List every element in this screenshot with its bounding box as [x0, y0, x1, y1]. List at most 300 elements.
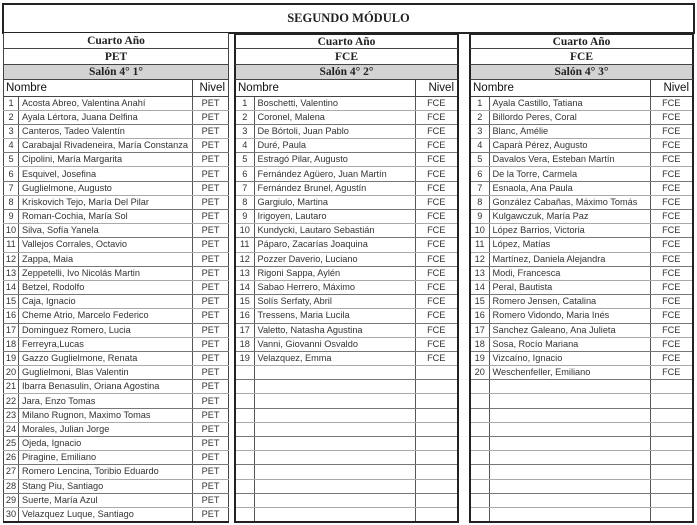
row-number [470, 451, 489, 465]
student-level: FCE [415, 139, 458, 153]
student-level [650, 465, 693, 479]
student-name: Coronel, Malena [254, 110, 415, 124]
row-number [470, 479, 489, 493]
student-row [235, 167, 458, 181]
row-number: 5 [4, 153, 19, 167]
student-name: Carabajal Rivadeneira, María Constanza [19, 139, 193, 153]
student-level: FCE [650, 309, 693, 323]
student-level [415, 451, 458, 465]
student-name [489, 422, 650, 436]
student-name: Velazquez Luque, Santiago [19, 507, 193, 522]
student-level: PET [193, 479, 229, 493]
student-level: FCE [650, 96, 693, 110]
student-name: Tressens, Maria Lucila [254, 309, 415, 323]
student-name: Boschetti, Valentino [254, 96, 415, 110]
student-row [235, 210, 458, 224]
student-row [4, 309, 229, 323]
student-level: FCE [415, 323, 458, 337]
student-level: PET [193, 181, 229, 195]
empty-row [470, 451, 693, 465]
row-number: 15 [4, 295, 19, 309]
student-name [254, 380, 415, 394]
student-name: Suerte, María Azul [19, 493, 193, 507]
student-name: Zappa, Maia [19, 252, 193, 266]
empty-row [470, 394, 693, 408]
student-name [254, 493, 415, 507]
student-level [650, 451, 693, 465]
student-row [470, 153, 693, 167]
student-level [650, 380, 693, 394]
student-row [470, 266, 693, 280]
row-number: 2 [4, 110, 19, 124]
student-row [235, 96, 458, 110]
student-level: FCE [650, 266, 693, 280]
student-name: Estragó Pilar, Augusto [254, 153, 415, 167]
student-name: Cipolini, María Margarita [19, 153, 193, 167]
student-level: FCE [415, 266, 458, 280]
student-level [650, 437, 693, 451]
row-number [235, 394, 254, 408]
student-name: Velazquez, Emma [254, 351, 415, 365]
student-name [489, 479, 650, 493]
row-number: 10 [4, 224, 19, 238]
student-name: Morales, Julian Jorge [19, 422, 193, 436]
student-row [235, 351, 458, 365]
row-number [470, 380, 489, 394]
student-level: FCE [415, 252, 458, 266]
row-number: 19 [4, 351, 19, 365]
empty-row [470, 437, 693, 451]
student-name: López Barrios, Victoria [489, 224, 650, 238]
row-number [470, 465, 489, 479]
student-level: FCE [415, 224, 458, 238]
row-number: 25 [4, 437, 19, 451]
group-exam: PET [3, 49, 229, 65]
student-level: PET [193, 224, 229, 238]
student-name: Guglielmone, Augusto [19, 181, 193, 195]
student-level [415, 408, 458, 422]
student-row [235, 224, 458, 238]
row-number: 8 [235, 195, 254, 209]
row-number: 9 [470, 210, 489, 224]
student-level: PET [193, 309, 229, 323]
row-number: 18 [235, 337, 254, 351]
student-name: Roman-Cochia, María Sol [19, 210, 193, 224]
student-name: De Bórtoli, Juan Pablo [254, 124, 415, 138]
student-row [470, 309, 693, 323]
student-level: FCE [650, 224, 693, 238]
row-number [235, 465, 254, 479]
student-name: Romero Jensen, Catalina [489, 295, 650, 309]
student-row [470, 210, 693, 224]
empty-row [470, 493, 693, 507]
student-row [4, 437, 229, 451]
student-row [470, 366, 693, 380]
row-number: 23 [4, 408, 19, 422]
student-row [4, 366, 229, 380]
student-row [470, 238, 693, 252]
student-row [470, 280, 693, 294]
student-level [415, 479, 458, 493]
student-name: Canteros, Tadeo Valentín [19, 124, 193, 138]
student-name: Vallejos Corrales, Octavio [19, 238, 193, 252]
student-level: FCE [650, 238, 693, 252]
row-number: 26 [4, 451, 19, 465]
student-level: FCE [415, 280, 458, 294]
row-number: 11 [4, 238, 19, 252]
student-row [4, 153, 229, 167]
row-number [235, 380, 254, 394]
row-number: 22 [4, 394, 19, 408]
student-level [415, 493, 458, 507]
student-name [489, 507, 650, 521]
row-number: 4 [235, 139, 254, 153]
student-level: FCE [650, 139, 693, 153]
student-row [4, 380, 229, 394]
student-name [489, 437, 650, 451]
row-number: 3 [470, 124, 489, 138]
row-number: 14 [4, 280, 19, 294]
row-number: 8 [470, 195, 489, 209]
student-name: Irigoyen, Lautaro [254, 210, 415, 224]
student-row [235, 195, 458, 209]
student-row [235, 153, 458, 167]
empty-row [235, 479, 458, 493]
student-row [470, 337, 693, 351]
student-name: Milano Rugnon, Maximo Tomas [19, 408, 193, 422]
student-level: FCE [650, 252, 693, 266]
student-table [469, 80, 694, 523]
row-number: 14 [470, 280, 489, 294]
student-level: FCE [415, 351, 458, 365]
row-number: 8 [4, 195, 19, 209]
student-name: Kriskovich Tejo, María Del Pilar [19, 195, 193, 209]
student-name [254, 451, 415, 465]
student-name [489, 394, 650, 408]
student-name: Duré, Paula [254, 139, 415, 153]
empty-row [235, 437, 458, 451]
row-number: 17 [4, 323, 19, 337]
row-number: 6 [235, 167, 254, 181]
student-level [650, 493, 693, 507]
student-name: Dominguez Romero, Lucia [19, 323, 193, 337]
row-number [235, 493, 254, 507]
row-number: 7 [235, 181, 254, 195]
row-number: 16 [470, 309, 489, 323]
student-level: PET [193, 465, 229, 479]
student-level: PET [193, 380, 229, 394]
student-name: Ojeda, Ignacio [19, 437, 193, 451]
student-level: PET [193, 337, 229, 351]
group-table-3 [469, 33, 694, 523]
student-level: PET [193, 167, 229, 181]
empty-row [235, 380, 458, 394]
student-level: FCE [415, 181, 458, 195]
student-name: Sosa, Rocío Mariana [489, 337, 650, 351]
student-name: Guglielmoni, Blas Valentin [19, 366, 193, 380]
student-level [415, 422, 458, 436]
row-number: 7 [470, 181, 489, 195]
row-number: 15 [470, 295, 489, 309]
student-level: FCE [650, 181, 693, 195]
student-level [415, 380, 458, 394]
group-year: Cuarto Año [3, 33, 229, 49]
student-level: PET [193, 507, 229, 522]
student-level: FCE [650, 323, 693, 337]
student-row [235, 309, 458, 323]
row-number: 19 [470, 351, 489, 365]
group-table-2 [234, 33, 459, 523]
empty-row [235, 394, 458, 408]
student-name: Romero Vidondo, Maria Inés [489, 309, 650, 323]
row-number: 11 [235, 238, 254, 252]
student-level: PET [193, 437, 229, 451]
student-row [4, 394, 229, 408]
empty-row [470, 465, 693, 479]
student-row [4, 139, 229, 153]
group-exam: FCE [234, 49, 459, 65]
empty-row [470, 507, 693, 521]
student-row [235, 252, 458, 266]
student-name: Zeppetelli, Ivo Nicolás Martin [19, 266, 193, 280]
student-level: FCE [650, 351, 693, 365]
student-level [650, 422, 693, 436]
student-name [489, 408, 650, 422]
student-name: Ayala Lértora, Juana Delfina [19, 110, 193, 124]
student-name: Gazzo Guglielmone, Renata [19, 351, 193, 365]
student-level: FCE [650, 210, 693, 224]
row-number: 7 [4, 181, 19, 195]
student-name: Cheme Atrio, Marcelo Federico [19, 309, 193, 323]
empty-row [470, 479, 693, 493]
student-row [4, 465, 229, 479]
student-name [254, 507, 415, 521]
group-room: Salón 4° 3° [469, 65, 694, 80]
student-name: Sanchez Galeano, Ana Julieta [489, 323, 650, 337]
student-row [4, 110, 229, 124]
student-name [489, 493, 650, 507]
student-name: Caparà Pérez, Augusto [489, 139, 650, 153]
row-number: 9 [4, 210, 19, 224]
row-number: 9 [235, 210, 254, 224]
student-level: PET [193, 252, 229, 266]
student-level: FCE [650, 153, 693, 167]
row-number: 18 [4, 337, 19, 351]
column-header-level: Nivel [650, 80, 693, 96]
row-number [235, 408, 254, 422]
student-table [234, 80, 459, 523]
student-level: PET [193, 323, 229, 337]
student-name: Martínez, Daniela Alejandra [489, 252, 650, 266]
student-name [254, 366, 415, 380]
student-level: FCE [415, 96, 458, 110]
student-row [4, 266, 229, 280]
row-number [470, 422, 489, 436]
student-name: López, Matías [489, 238, 650, 252]
row-number: 17 [470, 323, 489, 337]
student-row [470, 124, 693, 138]
student-level: FCE [415, 167, 458, 181]
student-row [4, 295, 229, 309]
row-number: 1 [235, 96, 254, 110]
student-level: PET [193, 195, 229, 209]
student-row [4, 507, 229, 522]
row-number: 10 [235, 224, 254, 238]
student-name: Jara, Enzo Tomas [19, 394, 193, 408]
student-row [235, 139, 458, 153]
student-name: Vanni, Giovanni Osvaldo [254, 337, 415, 351]
row-number: 13 [470, 266, 489, 280]
student-name: Stang Piu, Santiago [19, 479, 193, 493]
student-row [235, 181, 458, 195]
student-name [254, 394, 415, 408]
student-level: FCE [650, 366, 693, 380]
row-number [235, 422, 254, 436]
empty-row [235, 451, 458, 465]
student-level: FCE [415, 309, 458, 323]
student-level: FCE [415, 110, 458, 124]
column-header-level: Nivel [193, 80, 229, 96]
column-header-name: Nombre [4, 80, 193, 96]
student-level: PET [193, 408, 229, 422]
row-number: 4 [470, 139, 489, 153]
student-level: PET [193, 238, 229, 252]
row-number: 2 [235, 110, 254, 124]
row-number: 18 [470, 337, 489, 351]
student-row [235, 124, 458, 138]
row-number: 10 [470, 224, 489, 238]
student-name: Ferreyra,Lucas [19, 337, 193, 351]
row-number: 6 [470, 167, 489, 181]
student-name: Peral, Bautista [489, 280, 650, 294]
student-level [415, 465, 458, 479]
row-number: 29 [4, 493, 19, 507]
student-row [4, 451, 229, 465]
student-name: Esnaola, Ana Paula [489, 181, 650, 195]
student-name: Piragine, Emiliano [19, 451, 193, 465]
column-header-name: Nombre [235, 80, 415, 96]
student-row [235, 280, 458, 294]
student-level [415, 394, 458, 408]
student-row [470, 181, 693, 195]
row-number: 12 [4, 252, 19, 266]
student-name: De la Torre, Carmela [489, 167, 650, 181]
student-name: Sabao Herrero, Máximo [254, 280, 415, 294]
student-level: PET [193, 124, 229, 138]
student-name: Gargiulo, Martina [254, 195, 415, 209]
student-level: PET [193, 351, 229, 365]
student-name: Caja, Ignacio [19, 295, 193, 309]
student-row [4, 280, 229, 294]
student-name: Esquivel, Josefina [19, 167, 193, 181]
row-number: 20 [470, 366, 489, 380]
student-row [470, 351, 693, 365]
row-number [470, 437, 489, 451]
row-number: 12 [235, 252, 254, 266]
column-header-level: Nivel [415, 80, 458, 96]
student-row [470, 252, 693, 266]
student-name: Silva, Sofía Yanela [19, 224, 193, 238]
empty-row [235, 465, 458, 479]
row-number: 5 [470, 153, 489, 167]
row-number: 12 [470, 252, 489, 266]
student-row [4, 408, 229, 422]
student-row [470, 295, 693, 309]
student-row [470, 224, 693, 238]
student-row [470, 110, 693, 124]
empty-row [470, 380, 693, 394]
student-level: PET [193, 394, 229, 408]
row-number: 1 [470, 96, 489, 110]
student-level [415, 366, 458, 380]
empty-row [470, 422, 693, 436]
student-level: PET [193, 96, 229, 110]
student-row [4, 210, 229, 224]
student-row [235, 238, 458, 252]
student-row [4, 337, 229, 351]
row-number: 16 [4, 309, 19, 323]
student-level: PET [193, 295, 229, 309]
student-row [470, 167, 693, 181]
student-row [4, 351, 229, 365]
student-row [235, 337, 458, 351]
row-number: 3 [4, 124, 19, 138]
student-row [4, 224, 229, 238]
student-level: PET [193, 266, 229, 280]
student-row [470, 139, 693, 153]
student-name: Fernández Brunel, Agustín [254, 181, 415, 195]
row-number: 14 [235, 280, 254, 294]
row-number [235, 366, 254, 380]
group-year: Cuarto Año [234, 33, 459, 49]
student-level: PET [193, 366, 229, 380]
row-number: 15 [235, 295, 254, 309]
student-name [489, 451, 650, 465]
student-name: Acosta Abreo, Valentina Anahí [19, 96, 193, 110]
student-name [489, 380, 650, 394]
student-name: Blanc, Amélie [489, 124, 650, 138]
group-year: Cuarto Año [469, 33, 694, 49]
student-name: Ayala Castillo, Tatiana [489, 96, 650, 110]
student-name: Billordo Peres, Coral [489, 110, 650, 124]
group-exam: FCE [469, 49, 694, 65]
row-number: 3 [235, 124, 254, 138]
student-name: Kundycki, Lautaro Sebastián [254, 224, 415, 238]
student-level: FCE [650, 280, 693, 294]
student-row [4, 323, 229, 337]
row-number [470, 507, 489, 521]
row-number: 13 [235, 266, 254, 280]
student-level: FCE [415, 295, 458, 309]
student-level: PET [193, 280, 229, 294]
row-number [235, 479, 254, 493]
student-level [415, 507, 458, 521]
student-name [254, 465, 415, 479]
empty-row [235, 408, 458, 422]
student-level [650, 394, 693, 408]
row-number [470, 493, 489, 507]
student-name: Solís Serfaty, Abril [254, 295, 415, 309]
empty-row [235, 507, 458, 521]
student-row [235, 295, 458, 309]
student-name: Vizcaíno, Ignacio [489, 351, 650, 365]
student-row [4, 479, 229, 493]
student-level: FCE [650, 167, 693, 181]
row-number: 4 [4, 139, 19, 153]
row-number: 24 [4, 422, 19, 436]
student-name: Davalos Vera, Esteban Martín [489, 153, 650, 167]
student-name: Páparo, Zacarías Joaquina [254, 238, 415, 252]
